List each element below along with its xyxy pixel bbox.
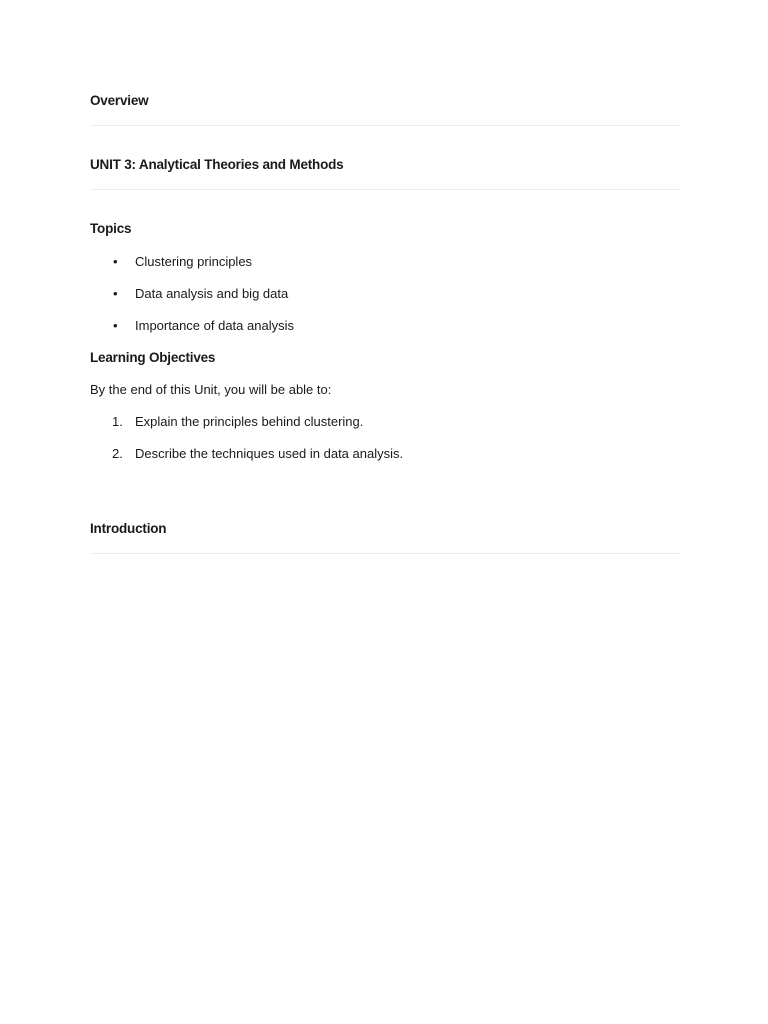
overview-divider bbox=[90, 125, 680, 126]
bullet-icon: • bbox=[113, 254, 118, 269]
bullet-icon: • bbox=[113, 318, 118, 333]
topic-item-label: Clustering principles bbox=[135, 254, 253, 269]
overview-heading: Overview bbox=[90, 93, 149, 108]
objective-number: 2. bbox=[112, 446, 123, 461]
topic-item-label: Data analysis and big data bbox=[135, 286, 289, 301]
objective-number: 1. bbox=[112, 414, 123, 429]
introduction-heading: Introduction bbox=[90, 521, 167, 536]
unit-title-divider bbox=[90, 189, 680, 190]
objective-text: Explain the principles behind clustering. bbox=[135, 414, 364, 429]
topics-heading: Topics bbox=[90, 221, 132, 236]
introduction-divider bbox=[90, 553, 680, 554]
learning-objectives-heading: Learning Objectives bbox=[90, 350, 216, 365]
unit-title-heading: UNIT 3: Analytical Theories and Methods bbox=[90, 157, 344, 172]
bullet-icon: • bbox=[113, 286, 118, 301]
objective-text: Describe the techniques used in data analysis. bbox=[135, 446, 404, 461]
objectives-intro: By the end of this Unit, you will be able to: bbox=[90, 382, 332, 397]
topic-item-label: Importance of data analysis bbox=[135, 318, 294, 333]
